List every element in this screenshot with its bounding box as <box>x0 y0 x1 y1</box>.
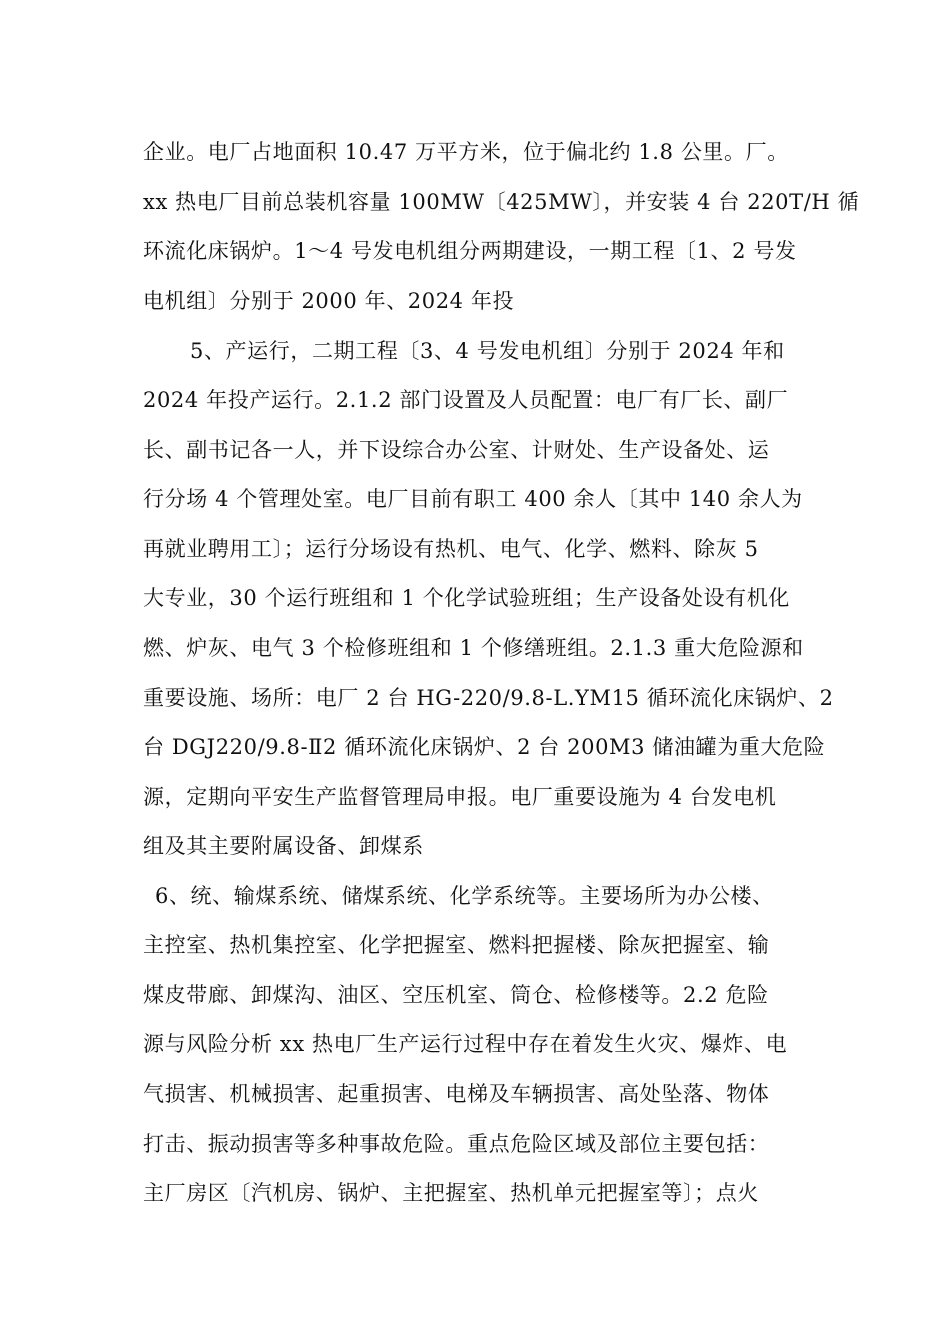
text-line: 重要设施、场所：电厂 2 台 HG-220/9.8-L.YM15 循环流化床锅炉、2 <box>143 686 834 710</box>
text-line: 燃、炉灰、电气 3 个检修班组和 1 个修缮班组。2.1.3 重大危险源和 <box>143 636 804 660</box>
text-line: 大专业，30 个运行班组和 1 个化学试验班组；生产设备处设有机化 <box>143 586 790 610</box>
text-line: 组及其主要附属设备、卸煤系 <box>143 834 424 858</box>
text-line: 主厂房区〔汽机房、锅炉、主把握室、热机单元把握室等〕；点火 <box>143 1181 759 1205</box>
text-line: xx 热电厂目前总装机容量 100MW〔425MW〕，并安装 4 台 220T/H 循 <box>143 190 860 214</box>
text-line: 5、产运行，二期工程〔3、4 号发电机组〕分别于 2024 年和 <box>190 339 785 363</box>
text-line: 长、副书记各一人，并下设综合办公室、计财处、生产设备处、运 <box>143 438 770 462</box>
text-line: 行分场 4 个管理处室。电厂目前有职工 400 余人〔其中 140 余人为 <box>143 487 803 511</box>
text-line: 环流化床锅炉。1～4 号发电机组分两期建设，一期工程〔1、2 号发 <box>143 239 797 263</box>
text-line: 再就业聘用工〕；运行分场设有热机、电气、化学、燃料、除灰 5 <box>143 537 759 561</box>
text-line: 6、统、输煤系统、储煤系统、化学系统等。主要场所为办公楼、 <box>155 884 774 908</box>
text-line: 气损害、机械损害、起重损害、电梯及车辆损害、高处坠落、物体 <box>143 1082 770 1106</box>
text-line: 台 DGJ220/9.8-Ⅱ2 循环流化床锅炉、2 台 200M3 储油罐为重大危险 <box>143 735 826 759</box>
text-line: 电机组〕分别于 2000 年、2024 年投 <box>143 289 515 313</box>
text-line: 2024 年投产运行。2.1.2 部门设置及人员配置：电厂有厂长、副厂 <box>143 388 789 412</box>
text-line: 煤皮带廊、卸煤沟、油区、空压机室、筒仓、检修楼等。2.2 危险 <box>143 983 769 1007</box>
text-line: 主控室、热机集控室、化学把握室、燃料把握楼、除灰把握室、输 <box>143 933 770 957</box>
text-line: 打击、振动损害等多种事故危险。重点危险区域及部位主要包括： <box>143 1132 770 1156</box>
text-line: 企业。电厂占地面积 10.47 万平方米，位于偏北约 1.8 公里。厂。 <box>143 140 789 164</box>
text-line: 源与风险分析 xx 热电厂生产运行过程中存在着发生火灾、爆炸、电 <box>143 1032 788 1056</box>
text-line: 源，定期向平安生产监督管理局申报。电厂重要设施为 4 台发电机 <box>143 785 777 809</box>
